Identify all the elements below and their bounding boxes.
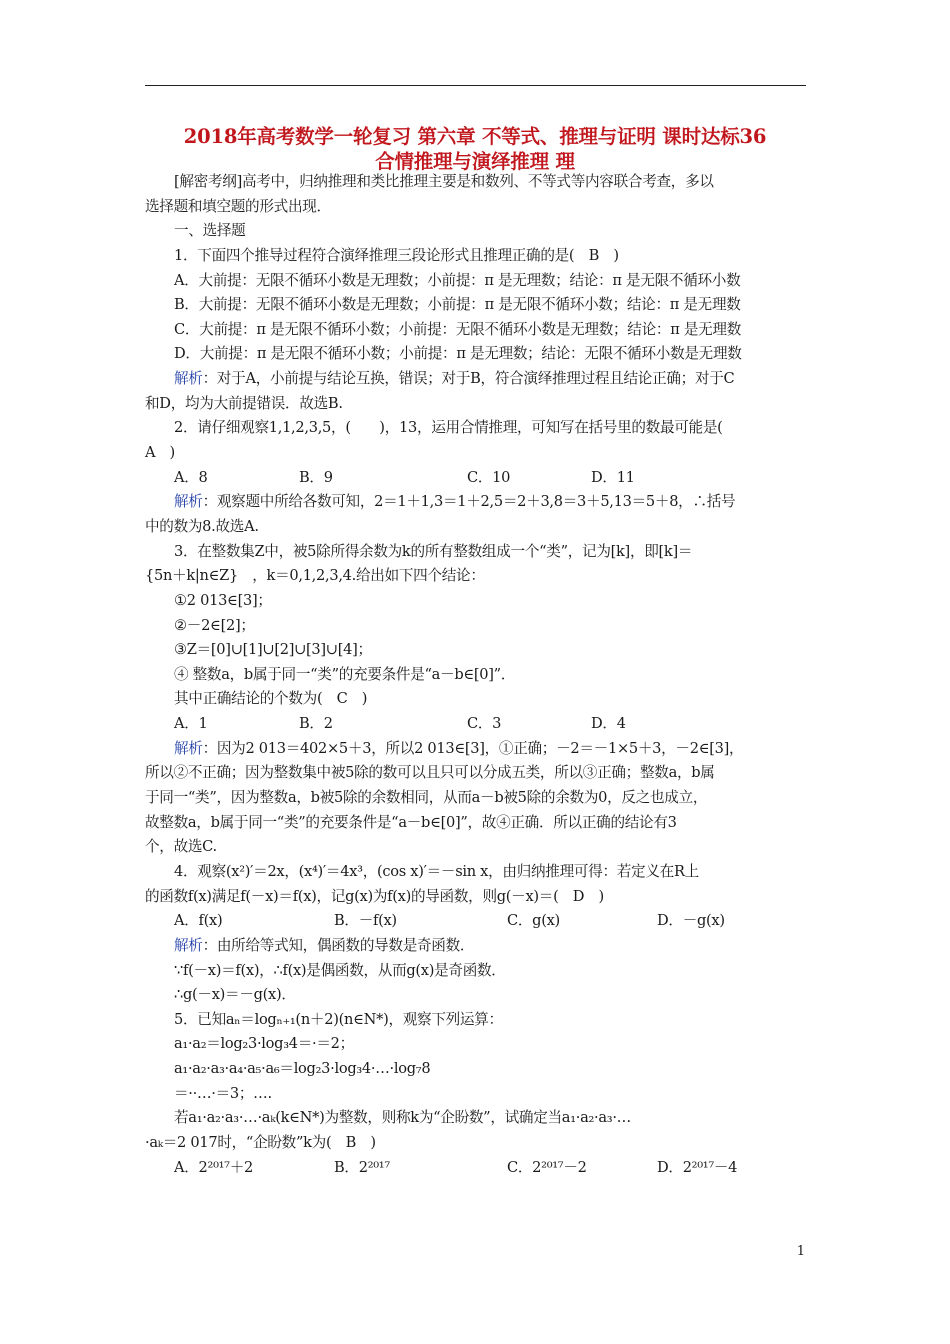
q2-option-d: D．11 [591,468,635,486]
page-number: 1 [796,1244,805,1259]
title-line-2: 合情推理与演绎推理 理 [375,150,575,173]
q2-option-c: C．10 [467,468,511,486]
q5-calc-2: a₁·a₂·a₃·a₄·a₅·a₆＝log₂3·log₃4·…·log₇8 [174,1060,431,1078]
q1-option-b: B．大前提：无限不循环小数是无理数；小前提：π 是无限不循环小数；结论：π 是无理数 [174,296,741,314]
outline-text-cont: 选择题和填空题的形式出现． [145,197,331,215]
q4-analysis-cont-2: ∴g(－x)＝－g(x)． [174,986,296,1004]
page-title [140,124,810,174]
q3-analysis-cont-2: 于同一“类”，因为整数a，b被5除的余数相同，从而a－b被5除的余数为0，反之也成立， [145,789,708,807]
q3-statement-4: ④ 整数a，b属于同一“类”的充要条件是“a－b∈[0]”． [174,665,516,683]
q3-option-d: D．4 [591,715,626,733]
question-5: 5．已知aₙ＝logₙ₊₁(n＋2)(n∈N*)，观察下列运算： [174,1010,503,1028]
q5-option-c: C．2²⁰¹⁷－2 [507,1158,587,1176]
q4-option-c: C．g(x) [507,912,560,930]
question-1: 1．下面四个推导过程符合演绎推理三段论形式且推理正确的是( B ) [174,246,619,264]
q4-analysis: 解析：由所给等式知，偶函数的导数是奇函数． [174,936,475,954]
q5-calc-3: ＝··…·＝3；…. [174,1084,272,1102]
q1-option-a: A．大前提：无限不循环小数是无理数；小前提：π 是无理数；结论：π 是无限不循环小数 [174,271,741,289]
q3-prompt: 其中正确结论的个数为( C ) [174,690,368,708]
analysis-label: 解析 [174,739,203,757]
analysis-label: 解析 [174,936,203,954]
q2-options [145,466,807,491]
q3-statement-1: ①2 013∈[3]； [174,591,272,609]
q3-option-a: A．1 [174,715,208,733]
q5-prompt: 若a₁·a₂·a₃·…·aₖ(k∈N*)为整数，则称k为“企盼数”，试确定当a₁·a₂·a₃·… [174,1109,631,1127]
q3-analysis: 解析：因为2 013＝402×5＋3，所以2 013∈[3]，①正确；－2＝－1×5＋3，－2∈[3]， [174,739,744,757]
q5-calc-1: a₁·a₂＝log₂3·log₃4＝·＝2； [174,1035,354,1053]
q3-options [145,712,807,737]
q4-options [145,909,807,934]
question-3-cont: {5n＋k|n∈Z} ，k＝0,1,2,3,4.给出如下四个结论： [145,567,485,585]
q1-analysis-cont: 和D，均为大前提错误．故选B. [145,394,343,412]
q5-options [145,1156,807,1181]
q5-prompt-cont: ·aₖ＝2 017时，“企盼数”k为( B ) [145,1133,376,1151]
question-4: 4．观察(x²)′＝2x，(x⁴)′＝4x³，(cos x)′＝－sin x，由归纳推理可得：若定义在R上 [174,862,699,880]
q5-option-a: A．2²⁰¹⁷＋2 [174,1158,253,1176]
question-4-cont: 的函数f(x)满足f(－x)＝f(x)，记g(x)为f(x)的导函数，则g(－x)＝( D ) [145,887,604,905]
analysis-label: 解析 [174,493,203,511]
q3-option-c: C．3 [467,715,502,733]
q2-option-b: B．9 [299,468,333,486]
analysis-label: 解析 [174,370,203,388]
q4-analysis-cont-1: ∵f(－x)＝f(x)，∴f(x)是偶函数，从而g(x)是奇函数． [174,961,506,979]
q2-analysis-cont: 中的数为8.故选A. [145,517,259,535]
question-3: 3．在整数集Z中，被5除所得余数为k的所有整数组成一个“类”，记为[k]，即[k]＝ [174,542,693,560]
question-2: 2．请仔细观察1,1,2,3,5，( )，13，运用合情推理，可知写在括号里的数最可能是( [174,419,723,437]
q3-analysis-cont-4: 个，故选C. [145,838,217,856]
q5-option-b: B．2²⁰¹⁷ [334,1158,390,1176]
q3-analysis-cont-1: 所以②不正确；因为整数集中被5除的数可以且只可以分成五类，所以③正确；整数a，b属 [145,764,715,782]
q3-option-b: B．2 [299,715,333,733]
q4-option-d: D．－g(x) [657,912,725,930]
q4-option-a: A．f(x) [174,912,223,930]
q3-analysis-cont-3: 故整数a，b属于同一“类”的充要条件是“a－b∈[0]”，故④正确．所以正确的结论有3 [145,813,677,831]
q2-analysis: 解析：观察题中所给各数可知，2＝1＋1,3＝1＋2,5＝2＋3,8＝3＋5,13＝5＋8，∴括号 [174,493,736,511]
document-body [145,170,807,1180]
title-line-1: 2018年高考数学一轮复习 第六章 不等式、推理与证明 课时达标36 [183,125,767,148]
q1-analysis: 解析：对于A，小前提与结论互换，错误；对于B，符合演绎推理过程且结论正确；对于C [174,370,735,388]
q3-statement-2: ②－2∈[2]； [174,616,255,634]
section-heading: 一、选择题 [174,222,246,240]
outline-text: [解密考纲]高考中，归纳推理和类比推理主要是和数列、不等式等内容联合考查，多以 [174,173,714,190]
q3-statement-3: ③Z＝[0]∪[1]∪[2]∪[3]∪[4]； [174,641,372,659]
q1-option-c: C．大前提：π 是无限不循环小数；小前提：无限不循环小数是无理数；结论：π 是无理数 [174,320,741,338]
header-rule [145,85,806,86]
question-2-answer: A ) [145,444,175,462]
q2-option-a: A．8 [174,468,208,486]
q1-option-d: D．大前提：π 是无限不循环小数；小前提：π 是无理数；结论：无限不循环小数是无理数 [174,345,742,363]
q5-option-d: D．2²⁰¹⁷－4 [657,1158,738,1176]
q4-option-b: B．－f(x) [334,912,397,930]
